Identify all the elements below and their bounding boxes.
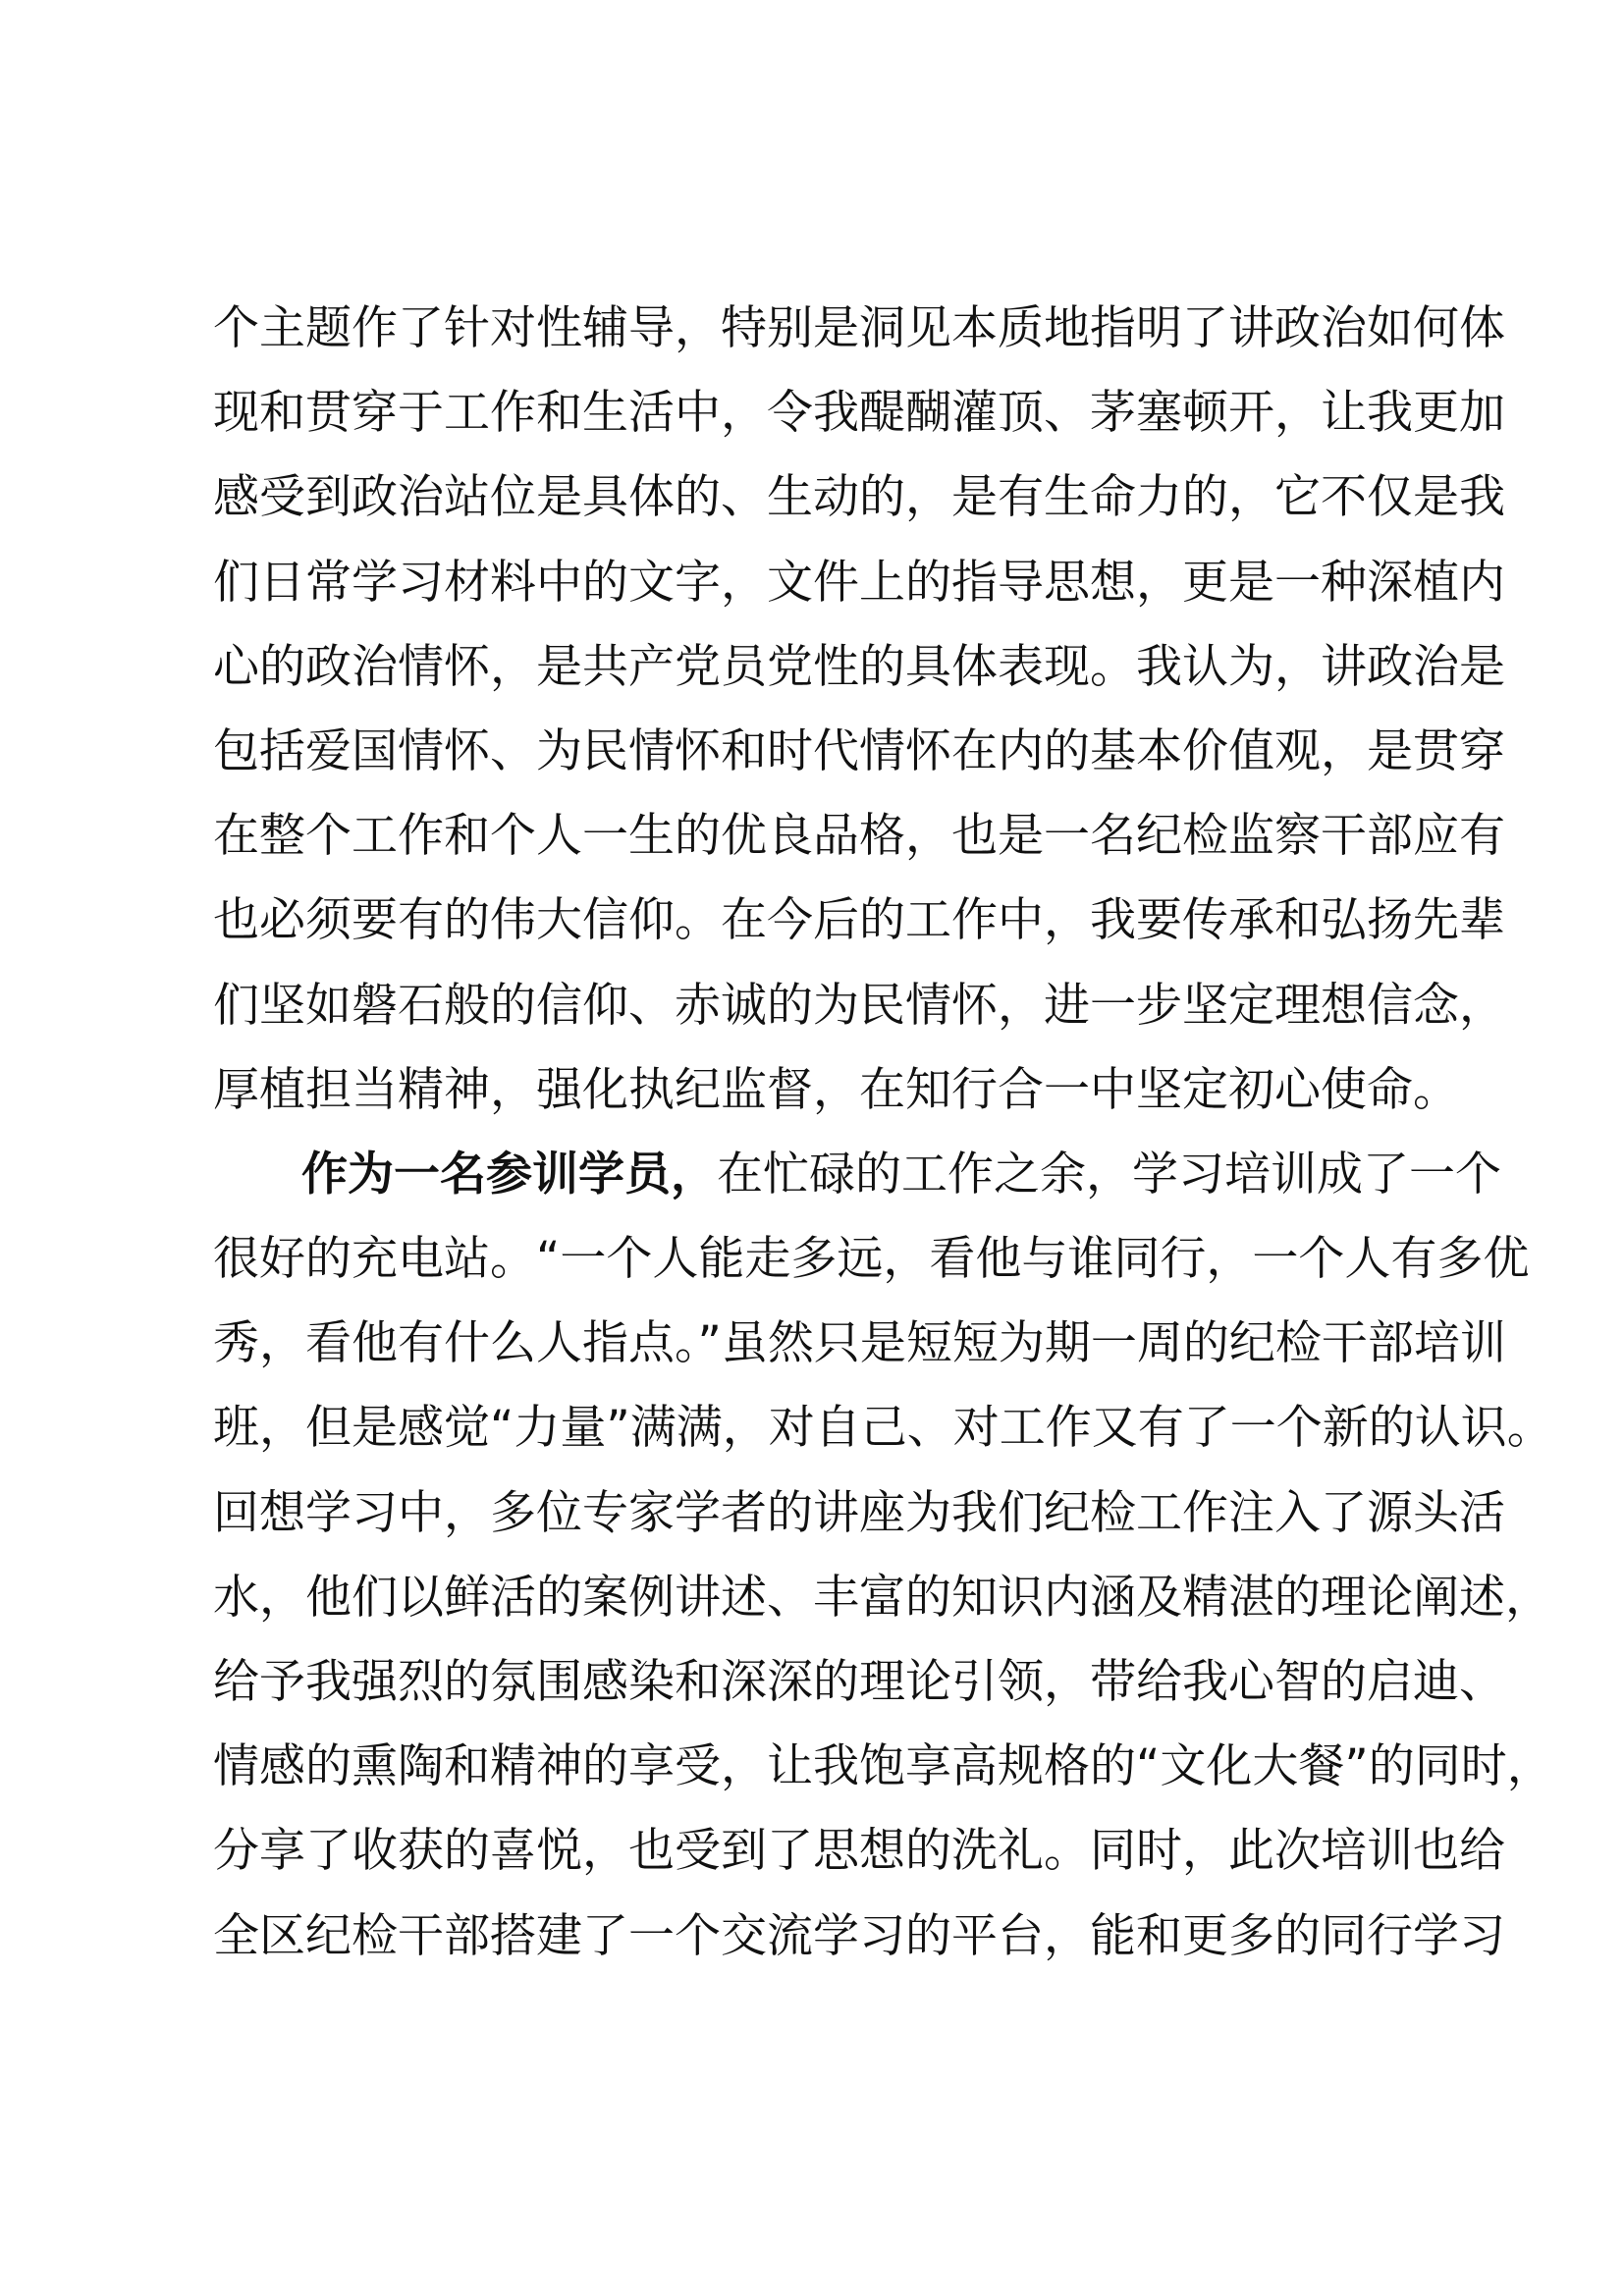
document-body: [213, 287, 1553, 1979]
paragraph-2: [213, 1133, 1553, 1979]
text-line: 秀，看他有什么人指点。”虽然只是短短为期一周的纪检干部培训: [213, 1316, 1506, 1371]
text-line-first: [213, 1133, 1501, 1217]
text-line: 情感的熏陶和精神的享受，让我饱享高规格的“文化大餐”的同时，: [213, 1739, 1553, 1794]
text-line: 厚植担当精神，强化执纪监督，在知行合一中坚定初心使命。: [213, 1062, 1459, 1117]
text-line: 个主题作了针对性辅导，特别是洞见本质地指明了讲政治如何体: [213, 301, 1505, 355]
text-line: 在整个工作和个人一生的优良品格，也是一名纪检监察干部应有: [213, 809, 1505, 864]
text-line: 回想学习中，多位专家学者的讲座为我们纪检工作注入了源头活: [213, 1485, 1505, 1540]
text-line: 们坚如磐石般的信仰、赤诚的为民情怀，进一步坚定理想信念，: [213, 978, 1505, 1033]
paragraph-1: [213, 287, 1505, 1133]
text-line: 现和贯穿于工作和生活中，令我醍醐灌顶、茅塞顿开，让我更加: [213, 386, 1505, 441]
text-line: 很好的充电站。“一个人能走多远，看他与谁同行，一个人有多优: [213, 1232, 1530, 1287]
text-line: 班，但是感觉“力量”满满，对自己、对工作又有了一个新的认识。: [213, 1401, 1553, 1456]
paragraph-lead-rest: 在忙碌的工作之余，学习培训成了一个: [717, 1147, 1501, 1201]
paragraph-lead-bold: 作为一名参训学员，: [301, 1147, 717, 1201]
text-line: 感受到政治站位是具体的、生动的，是有生命力的，它不仅是我: [213, 470, 1505, 525]
text-line: 们日常学习材料中的文字，文件上的指导思想，更是一种深植内: [213, 555, 1505, 610]
text-line: 给予我强烈的氛围感染和深深的理论引领，带给我心智的启迪、: [213, 1655, 1505, 1709]
text-line: 包括爱国情怀、为民情怀和时代情怀在内的基本价值观，是贯穿: [213, 723, 1505, 778]
text-line: 心的政治情怀，是共产党员党性的具体表现。我认为，讲政治是: [213, 639, 1505, 694]
text-line: 全区纪检干部搭建了一个交流学习的平台，能和更多的同行学习: [213, 1908, 1505, 1963]
text-line: 水，他们以鲜活的案例讲述、丰富的知识内涵及精湛的理论阐述，: [213, 1570, 1551, 1625]
text-line: 也必须要有的伟大信仰。在今后的工作中，我要传承和弘扬先辈: [213, 893, 1505, 948]
text-line: 分享了收获的喜悦，也受到了思想的洗礼。同时，此次培训也给: [213, 1824, 1505, 1879]
